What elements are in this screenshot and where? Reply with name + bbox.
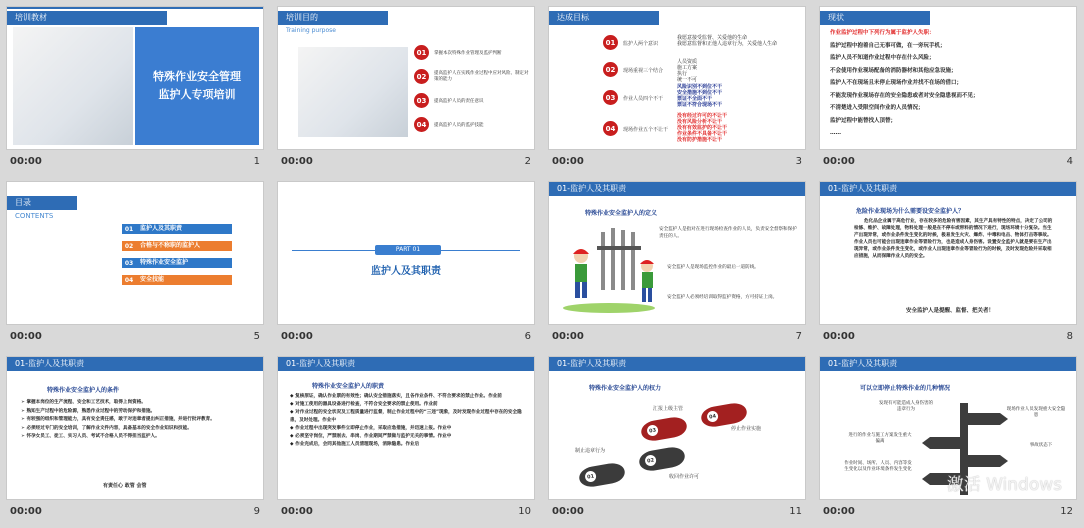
slide-canvas[interactable] (6, 356, 264, 500)
section-title: 危险作业现场为什么需要设安全监护人？ (856, 208, 965, 215)
slide-thumbnail-8[interactable] (813, 175, 1084, 353)
list-item: 监护人不在现场且未停止现场作业并找不在场的借口； (830, 80, 963, 86)
item-value: 人员资质 施工方案 执行 统一不可 (677, 59, 698, 83)
slide-canvas[interactable] (548, 181, 806, 325)
item-number: 02 (603, 62, 618, 77)
slide-thumbnail-1[interactable] (0, 0, 271, 178)
slide-thumbnail-9[interactable] (0, 350, 271, 528)
part-badge: PART 01 (375, 245, 441, 255)
slide-canvas[interactable] (6, 181, 264, 325)
slide-number: 5 (253, 330, 260, 342)
title-box (135, 27, 259, 145)
slide-header: 01-监护人及其职责 (820, 182, 1076, 196)
slide-thumbnail-5[interactable] (0, 175, 271, 353)
slide-number: 8 (1066, 330, 1073, 342)
slide-timing: 00:00 (552, 505, 584, 517)
definition-text: 安全监护人是现场监控作业的最后一道防线。 (667, 265, 759, 270)
list-item: 不清楚进入受限空间作业的人员情况； (830, 105, 924, 111)
footer-slogan: 有责任心 敢管 会管 (103, 483, 147, 489)
step-caption: 收回作业许可 (669, 474, 700, 480)
slide-timing: 00:00 (10, 505, 42, 517)
slide-header: 培训教材 (7, 11, 167, 25)
desk-photo (13, 27, 133, 145)
slide-number: 10 (518, 505, 531, 517)
definition-text: 安全监护人是指对在进行现场检查作业的人员，负责安全督察和保护责任的人。 (659, 227, 797, 239)
worker-illustration (555, 226, 663, 316)
desk-photo (298, 47, 408, 137)
conditions-list (21, 399, 257, 442)
slide-timing: 00:00 (823, 155, 855, 167)
subtitle-en: CONTENTS (15, 212, 54, 220)
list-item: 监护过程中能替找人顶替； (830, 117, 897, 124)
windows-activation-watermark: 激活 Windows (946, 475, 1062, 495)
step-caption: 停止作业实施 (731, 426, 762, 432)
slide-timing: 00:00 (281, 505, 313, 517)
item-text: 提高监护人员的监护技能 (434, 123, 484, 128)
title-line-1: 特殊作业安全管理 (153, 70, 241, 83)
sign-text: 作业时间、场所、人员、内容等发生变化以及作业环境条件发生变化 (844, 461, 912, 472)
slide-canvas[interactable] (277, 181, 535, 325)
item-label: 现场重视三个结合 (623, 68, 664, 74)
slide-number: 1 (253, 155, 260, 167)
item-number: 04 (603, 121, 618, 136)
list-item: ➢ 怀孕女员工、徒工、实习人员、考试不合格人员不得担当监护人。 (21, 434, 160, 439)
slide-number: 4 (1066, 155, 1073, 167)
footprint-step-3: 03 (640, 415, 689, 443)
list-item: …… (830, 130, 841, 136)
list-item: ➢ 掌握本岗位的生产流程、安全和工艺技术，取得上岗资格。 (21, 400, 146, 405)
title-line-2: 监护人专项培训 (158, 88, 236, 101)
item-text: 提高监护人在实践作业过程中应对风险、制定对策的能力 (434, 71, 529, 82)
section-title: 特殊作业安全监护人的职责 (312, 383, 385, 390)
step-caption: 汇报上级主管 (653, 406, 684, 412)
toc-item-1[interactable]: 01 监护人及其职责 (122, 224, 232, 234)
slide-thumbnail-10[interactable] (271, 350, 542, 528)
list-item: ◆ 作业完成后，会同其他施工人员清理现场，消除隐患。作业后 (290, 442, 420, 447)
footprint-step-2: 02 (638, 445, 687, 473)
slide-thumbnail-7[interactable] (542, 175, 813, 353)
slide-number: 11 (789, 505, 802, 517)
step-caption: 制止违章行为 (575, 448, 606, 454)
slide-header: 01-监护人及其职责 (7, 357, 263, 371)
slide-canvas[interactable] (548, 356, 806, 500)
list-item: ◆ 对施工使用的器具设备进行检查，不符合安全要求的禁止使用。作业前 (290, 402, 438, 407)
list-item: ◆ 作业过程中出现突发事件立即停止作业，采取应急措施，并迅速上报。作业中 (290, 426, 452, 431)
slide-number: 6 (524, 330, 531, 342)
body-text: 危化品企业属于高危行业，存在较多的危险有害因素，其生产具有特性的特点，决定了公司的检修、维护、故障处理，物料处理一般是在不停车或带料的情况下进行，现场环境十分复杂。当生产出现异常，或作业条件发生变化的时候，极易发生火灾、爆炸、中毒和电击、物体打击等事故。作业人员也可能会出现违章作业等冒险行为，也是造成人身伤害。设置安全监护人就是要在生产出现异常，或作业条件发生变化，或作业人出现违章作业等冒险行为的时候，及时发现危险并采取相应措施，从而保障作业人员的安全。 (854, 219, 1053, 259)
section-title: 可以立即停止特殊作业的几种情况 (860, 385, 951, 392)
item-number: 02 (414, 69, 429, 84)
list-head: 作业监护过程中下列行为属于监护人失职： (830, 30, 935, 36)
slide-header: 达成目标 (549, 11, 659, 25)
slide-header: 01-监护人及其职责 (278, 357, 534, 371)
slide-timing: 00:00 (552, 155, 584, 167)
list-item: 监护人员不知道作业过程中存在什么风险； (830, 55, 935, 61)
item-number: 01 (603, 35, 618, 50)
toc-item-2[interactable]: 02 合格与不称职的监护人 (122, 241, 232, 251)
slide-number: 9 (253, 505, 260, 517)
status-list (830, 27, 1070, 140)
toc-item-4[interactable]: 04 安全技能 (122, 275, 232, 285)
slide-number: 3 (795, 155, 802, 167)
section-title: 特殊作业安全监护人的权力 (589, 385, 662, 392)
item-label: 监护人两个意识 (623, 41, 659, 47)
slide-thumbnail-4[interactable] (813, 0, 1084, 178)
slide-timing: 00:00 (281, 330, 313, 342)
slide-canvas[interactable] (6, 6, 264, 150)
slide-canvas[interactable] (819, 181, 1077, 325)
toc-item-3[interactable]: 03 特殊作业安全监护 (122, 258, 232, 268)
list-item: ➢ 熟知生产过程中的危险源，熟悉作业过程中的劳动保护和措施。 (21, 408, 156, 414)
slide-header: 01-监护人及其职责 (549, 357, 805, 371)
slide-timing: 00:00 (552, 330, 584, 342)
footprint-step-4: 04 (700, 401, 749, 429)
section-title: 监护人及其职责 (371, 266, 441, 277)
list-item: ➢ 必须经过专门的安全培训，了解作业文件内容，具备基本的安全作业知识和技能。 (21, 425, 192, 431)
slide-thumbnail-12[interactable] (813, 350, 1084, 528)
slogan: 安全监护人是提醒、监督、把关者！ (906, 308, 995, 314)
footprint-step-1: 01 (578, 461, 627, 489)
item-value: 没有经过许可的不让干 没有风险分析不让干 没有有效监护的不让干 作业条件不具备不让干 没有防护措施不让干 (677, 113, 728, 143)
sign-text: 进行的作业与施工方案发生重大偏离 (848, 433, 912, 444)
sign-text: 现场作业人员发现重大安全隐患 (1006, 407, 1066, 418)
slide-canvas[interactable] (548, 6, 806, 150)
item-text: 提高监护人员的责任意识 (434, 99, 484, 104)
slide-header: 现状 (820, 11, 930, 25)
sign-text: 发现有可能造成人身伤害的违章行为 (879, 401, 933, 412)
slide-number: 7 (795, 330, 802, 342)
slide-timing: 00:00 (10, 155, 42, 167)
slide-canvas[interactable] (277, 6, 535, 150)
slide-header: 01-监护人及其职责 (820, 357, 1076, 371)
slide-thumbnail-11[interactable] (542, 350, 813, 528)
list-item: ◆ 必须坚守岗位，严禁刚去、串岗、作业期间严禁做与监护无关的事情。作业中 (290, 434, 452, 439)
subtitle-en: Training purpose (286, 27, 336, 34)
slide-thumbnail-2[interactable] (271, 0, 542, 178)
item-value: 我愿意接受监督、关爱他的生命 我愿意监督和正他人违章行为，关爱他人生命 (677, 35, 778, 47)
sign-text: 事故状态下 (1029, 443, 1053, 448)
definition-text: 安全监护人必须经培训取得监护资格，方可持证上岗。 (667, 295, 778, 300)
slide-timing: 00:00 (281, 155, 313, 167)
item-number: 03 (414, 93, 429, 108)
slide-canvas[interactable] (277, 356, 535, 500)
item-label: 作业人员四个不干 (623, 96, 664, 102)
item-number: 04 (414, 117, 429, 132)
list-item: 不会使用作业现场配备的消防器材和其他应急设施； (830, 67, 957, 74)
slide-header: 目录 (7, 196, 77, 210)
slide-timing: 00:00 (823, 505, 855, 517)
slide-thumbnail-6[interactable] (271, 175, 542, 353)
slide-number: 2 (524, 155, 531, 167)
duties-list (290, 393, 528, 449)
slide-header: 培训目的 (278, 11, 388, 25)
slide-thumbnail-3[interactable] (542, 0, 813, 178)
item-number: 03 (603, 90, 618, 105)
list-item: ◆ 复核原证，确认作业票的有效性；确认安全措施落实，且各作业条件、不符合要求的禁止作业。作业前 (290, 394, 502, 399)
item-text: 掌握本次特殊作业管理及监护判断 (434, 51, 502, 56)
slide-timing: 00:00 (10, 330, 42, 342)
section-title: 特殊作业安全监护人的条件 (47, 387, 120, 394)
section-title: 特殊作业安全监护人的定义 (585, 210, 658, 217)
item-number: 01 (414, 45, 429, 60)
list-item: 不能发现作业现场存在的安全隐患或者对安全隐患视而不见； (830, 92, 979, 99)
list-item: 监护过程中抱着自己无事可做，在一旁玩手机； (830, 42, 946, 49)
list-item: ➢ 有较强的组织和管理能力，具有安全责任感，敢于对违章者提出纠正措施，并进行批评教育。 (21, 417, 215, 422)
slide-timing: 00:00 (823, 330, 855, 342)
item-value: 风险识别不到位不干 安全措施不到位不干 票证不全面不干 票证不符合现场不干 (677, 84, 723, 108)
list-item: ◆ 对作业过程的安全状况及工程质量进行监督，制止作业过程中的“三违”现象，及时发现作业过程中存在的安全隐患，及时处理。作业中 (290, 410, 522, 423)
slide-header: 01-监护人及其职责 (549, 182, 805, 196)
item-label: 现场作业五个不让干 (623, 127, 669, 133)
slide-canvas[interactable] (819, 6, 1077, 150)
slide-number: 12 (1060, 505, 1073, 517)
